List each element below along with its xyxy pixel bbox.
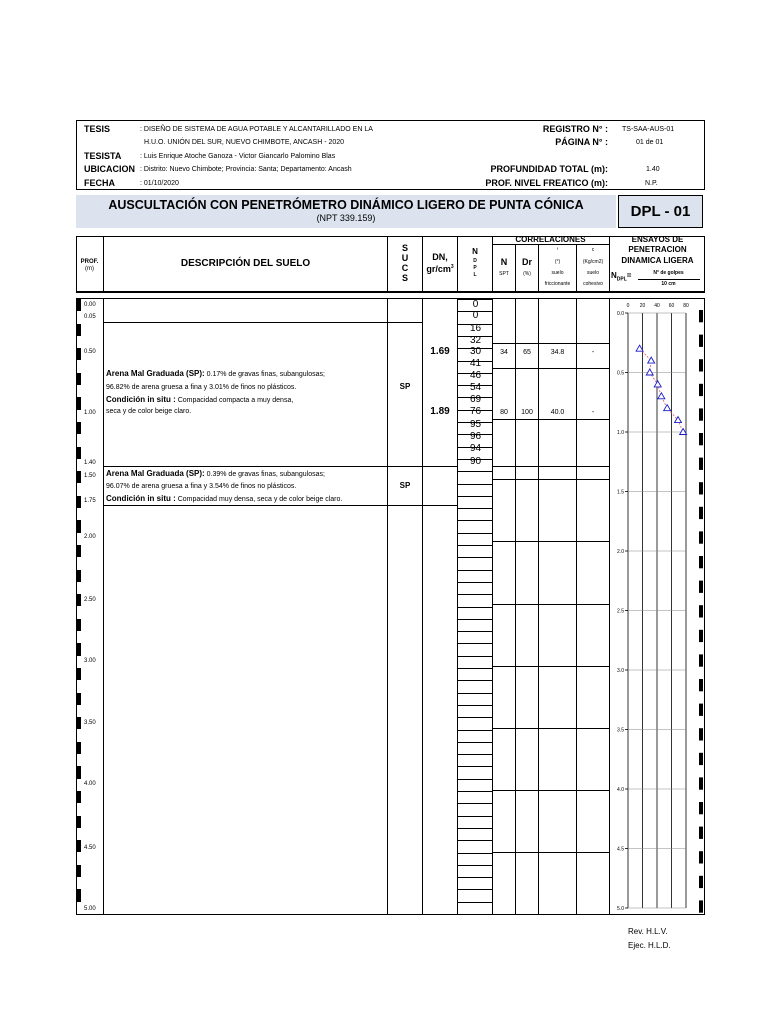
ruler-segment (77, 373, 81, 385)
depth-label: 3.50 (84, 720, 96, 726)
col-n: N (500, 257, 508, 267)
col-sucs-1: S (401, 243, 408, 253)
chart-y-tick-label: 4.5 (617, 846, 624, 853)
chart-x-tick-label: 40 (654, 303, 660, 309)
col-sucs-3: C (401, 263, 409, 273)
col-dn-line2: $gr/cm^3$ (426, 264, 454, 274)
corr-dr: 65 (523, 349, 531, 356)
ndpl-cell-line (457, 508, 492, 509)
footer-ejec: Ejec. H.L.D. (628, 941, 671, 950)
chart-y-tick-label: 0.5 (617, 370, 624, 377)
tesista-label: TESISTA (84, 151, 122, 161)
ndpl-value: 94 (469, 443, 482, 454)
ubicacion-label: UBICACION (84, 164, 135, 174)
ruler-segment (77, 742, 81, 754)
ndpl-cell-line (457, 557, 492, 558)
profundidad-value: 1.40 (646, 166, 660, 173)
col-c-sub1: suelo (587, 270, 599, 276)
ndpl-cell-line (457, 840, 492, 841)
col-dr-sub: (%) (523, 271, 531, 277)
depth-label: 0.50 (84, 349, 96, 355)
corr-n: 34 (500, 349, 508, 356)
footer-rev: Rev. H.L.V. (628, 927, 668, 936)
pagina-label: PÁGINA N° : (555, 137, 608, 147)
ndpl-cell-line (457, 582, 492, 583)
stratum-2-line2: 96.07% de arena gruesa a fina y 3.54% de finos no plásticos. (106, 483, 297, 490)
tesis-line1: : DISEÑO DE SISTEMA DE AGUA POTABLE Y ALCANTARILLADO EN LA (140, 126, 373, 133)
ndpl-cell-line (457, 619, 492, 620)
ruler-segment (77, 447, 81, 459)
ndpl-cell-line (457, 520, 492, 521)
ndpl-cell-line (457, 853, 492, 854)
ndpl-value: 41 (469, 358, 482, 369)
ruler-segment (77, 865, 81, 877)
tesista-value: : Luis Enrique Atoche Ganoza - Victor Giancarlo Palomino Blas (140, 153, 336, 160)
ruler-segment (77, 496, 81, 508)
depth-label: 0.00 (84, 302, 96, 308)
col-c-unit: (Kg/cm2) (582, 259, 604, 265)
ruler-segment (77, 668, 81, 680)
col-sucs-4: S (401, 273, 408, 283)
col-c-symbol: c (591, 247, 595, 253)
stratum-2-cond1: Condición in situ : Compacidad muy densa, seca y de color beige claro. (106, 494, 343, 503)
page-subtitle: (NPT 339.159) (316, 213, 376, 223)
col-ndpl-p: P (473, 265, 477, 271)
ndpl-value: 0 (472, 299, 479, 310)
ndpl-value: 16 (469, 323, 482, 334)
stratum-1-line1: Arena Mal Graduada (SP): 0.17% de gravas finas, subangulosas; (106, 369, 325, 378)
depth-label: 2.00 (84, 534, 96, 540)
ruler-segment (77, 594, 81, 606)
ndpl-cell-line (457, 484, 492, 485)
tesis-line2: H.U.O. UNIÓN DEL SUR, NUEVO CHIMBOTE, ANCASH - 2020 (144, 139, 345, 146)
ndpl-cell-line (457, 656, 492, 657)
col-descripcion: DESCRIPCIÓN DEL SUELO (180, 258, 311, 269)
stratum-1-dn1: 1.69 (430, 346, 450, 357)
ndpl-value: 96 (469, 431, 482, 442)
ndpl-value: 32 (469, 335, 482, 346)
stratum-1-cond1: Condición in situ : Compacidad compacta a muy densa, (106, 395, 294, 404)
col-ndpl-big: N (472, 247, 478, 256)
stratum-1-cond2: seca y de color beige claro. (106, 408, 192, 415)
ndpl-value: 95 (469, 419, 482, 430)
col-c-sub2: cohesivo (583, 281, 603, 287)
depth-label: 1.75 (84, 498, 96, 504)
col-phi-unit: (°) (554, 259, 561, 265)
ndpl-cell-line (457, 705, 492, 706)
ndpl-cell-line (457, 668, 492, 669)
pagina-value: 01 de 01 (636, 139, 664, 146)
stratum-2-sucs: SP (399, 481, 411, 490)
ruler-segment (77, 324, 81, 336)
tesis-label: TESIS (84, 124, 111, 134)
ndpl-cell-line (457, 717, 492, 718)
ndpl-cell-line (457, 779, 492, 780)
ruler-segment (77, 791, 81, 803)
ruler-segment (77, 397, 81, 409)
ruler-segment (77, 643, 81, 655)
ndpl-cell-line (457, 766, 492, 767)
ndpl-value: 69 (469, 394, 482, 405)
ruler-segment (77, 816, 81, 828)
registro-label: REGISTRO N° : (542, 124, 608, 134)
chart-y-tick-label: 1.0 (617, 430, 624, 436)
col-correlaciones: CORRELACIONES (515, 235, 586, 244)
ndpl-cell-line (457, 730, 492, 731)
ndpl-cell-line (457, 791, 492, 792)
ndpl-value: 76 (469, 406, 482, 417)
ndpl-cell-line (457, 754, 492, 755)
col-sucs-2: U (401, 253, 409, 263)
col-prof-label: PROF. (80, 259, 99, 265)
ndpl-value: 30 (469, 346, 482, 357)
depth-label: 1.40 (84, 460, 96, 466)
ndpl-value: 90 (469, 456, 482, 467)
ndpl-cell-line (457, 865, 492, 866)
depth-label: 3.00 (84, 658, 96, 664)
stratum-1-line2: 96.82% de arena gruesa a fina y 3.01% de finos no plásticos. (106, 384, 297, 391)
ndpl-cell-line (457, 680, 492, 681)
ndpl-cell-line (457, 828, 492, 829)
ubicacion-value: : Distrito: Nuevo Chimbote; Provincia: Santa; Departamento: Ancash (140, 166, 352, 173)
chart-x-tick-label: 20 (639, 303, 646, 309)
chart-x-tick-label: 0 (626, 303, 630, 309)
col-dn-line1: DN, (432, 252, 448, 262)
corr-phi: 40.0 (550, 409, 565, 416)
col-ensayos-1: ENSAYOS DE (631, 235, 684, 244)
ndpl-cell-line (457, 471, 492, 472)
fecha-value: : 01/10/2020 (140, 180, 179, 187)
ndpl-cell-line (457, 803, 492, 804)
corr-phi: 34.8 (550, 349, 565, 356)
corr-n: 80 (500, 409, 508, 416)
ndpl-cell-line (457, 570, 492, 571)
ndpl-value: 54 (469, 382, 482, 393)
ndpl-value: 46 (469, 370, 482, 381)
ndpl-cell-line (457, 643, 492, 644)
col-n-sub: SPT (499, 271, 509, 277)
freatico-value: N.P. (645, 180, 658, 187)
corr-c: - (591, 409, 595, 416)
freatico-label: PROF. NIVEL FREATICO (m): (485, 178, 608, 188)
ndpl-cell-line (457, 889, 492, 890)
ndpl-cell-line (457, 594, 492, 595)
ndpl-cell-line (457, 816, 492, 817)
depth-label: 2.50 (84, 597, 96, 603)
corr-dr: 100 (521, 409, 533, 416)
fecha-label: FECHA (84, 178, 115, 188)
col-phi-sub1: suelo (551, 270, 564, 276)
ruler-segment (77, 299, 81, 311)
profundidad-label: PROFUNDIDAD TOTAL (m): (490, 164, 608, 174)
col-ndpl-d: D (473, 258, 477, 264)
ruler-segment (77, 545, 81, 557)
depth-label: 0.05 (84, 314, 96, 320)
ruler-segment (77, 422, 81, 434)
stratum-1-sucs: SP (399, 382, 411, 391)
col-phi-sub2: friccionante (544, 281, 571, 287)
col-ndpl-equation: $N_{DPL}=$ (611, 271, 632, 283)
col-dr: Dr (521, 257, 532, 267)
col-prof-unit: (m) (85, 266, 94, 272)
dpl-code: DPL - 01 (630, 203, 691, 220)
ruler-segment (77, 717, 81, 729)
col-phi-symbol: ᶠ (556, 247, 559, 253)
registro-value: TS-SAA-AUS-01 (622, 126, 675, 133)
ruler-segment (77, 348, 81, 360)
col-golpes: N° de golpes (653, 270, 684, 276)
chart-y-tick-label: 2.5 (617, 608, 624, 615)
chart-y-tick-label: 0.0 (617, 311, 624, 317)
ndpl-cell-line (457, 533, 492, 534)
ndpl-cell-line (457, 607, 492, 608)
ruler-segment (77, 766, 81, 778)
ndpl-cell-line (457, 877, 492, 878)
ruler-segment (77, 471, 81, 483)
chart-y-tick-label: 3.5 (617, 727, 624, 734)
col-cm: 10 cm (661, 281, 676, 287)
ndpl-cell-line (457, 631, 492, 632)
depth-label: 4.50 (84, 845, 96, 851)
depth-label: 4.00 (84, 781, 96, 787)
ruler-segment (77, 889, 81, 901)
chart-y-tick-label: 2.0 (617, 549, 624, 555)
chart-y-tick-label: 3.0 (617, 668, 624, 674)
col-ndpl-l: L (473, 272, 477, 278)
col-ensayos-3: DINAMICA LIGERA (621, 256, 694, 265)
ruler-segment (77, 570, 81, 582)
ndpl-cell-line (457, 693, 492, 694)
chart-y-tick-label: 4.0 (617, 787, 624, 793)
ndpl-value: 0 (472, 310, 479, 321)
stratum-1-dn2: 1.89 (430, 406, 450, 417)
stratum-2-line1: Arena Mal Graduada (SP): 0.39% de gravas finas, subangulosas; (106, 469, 325, 478)
ndpl-cell-line (457, 742, 492, 743)
depth-label: 5.00 (84, 906, 96, 912)
chart-y-tick-label: 1.5 (617, 489, 624, 496)
chart-y-tick-label: 5.0 (617, 906, 624, 912)
ndpl-cell-line (457, 902, 492, 903)
ndpl-cell-line (457, 496, 492, 497)
ndpl-cell-line (457, 545, 492, 546)
chart-x-tick-label: 80 (683, 303, 689, 309)
ruler-segment (77, 840, 81, 852)
corr-c: - (591, 349, 595, 356)
col-ensayos-2: PENETRACION (628, 245, 687, 254)
depth-label: 1.50 (84, 473, 96, 479)
ruler-segment (77, 619, 81, 631)
page-title: AUSCULTACIÓN CON PENETRÓMETRO DINÁMICO LIGERO DE PUNTA CÓNICA (108, 198, 584, 212)
ruler-segment (77, 520, 81, 532)
chart-x-tick-label: 60 (668, 303, 675, 309)
ruler-segment (77, 693, 81, 705)
depth-label: 1.00 (84, 410, 96, 416)
